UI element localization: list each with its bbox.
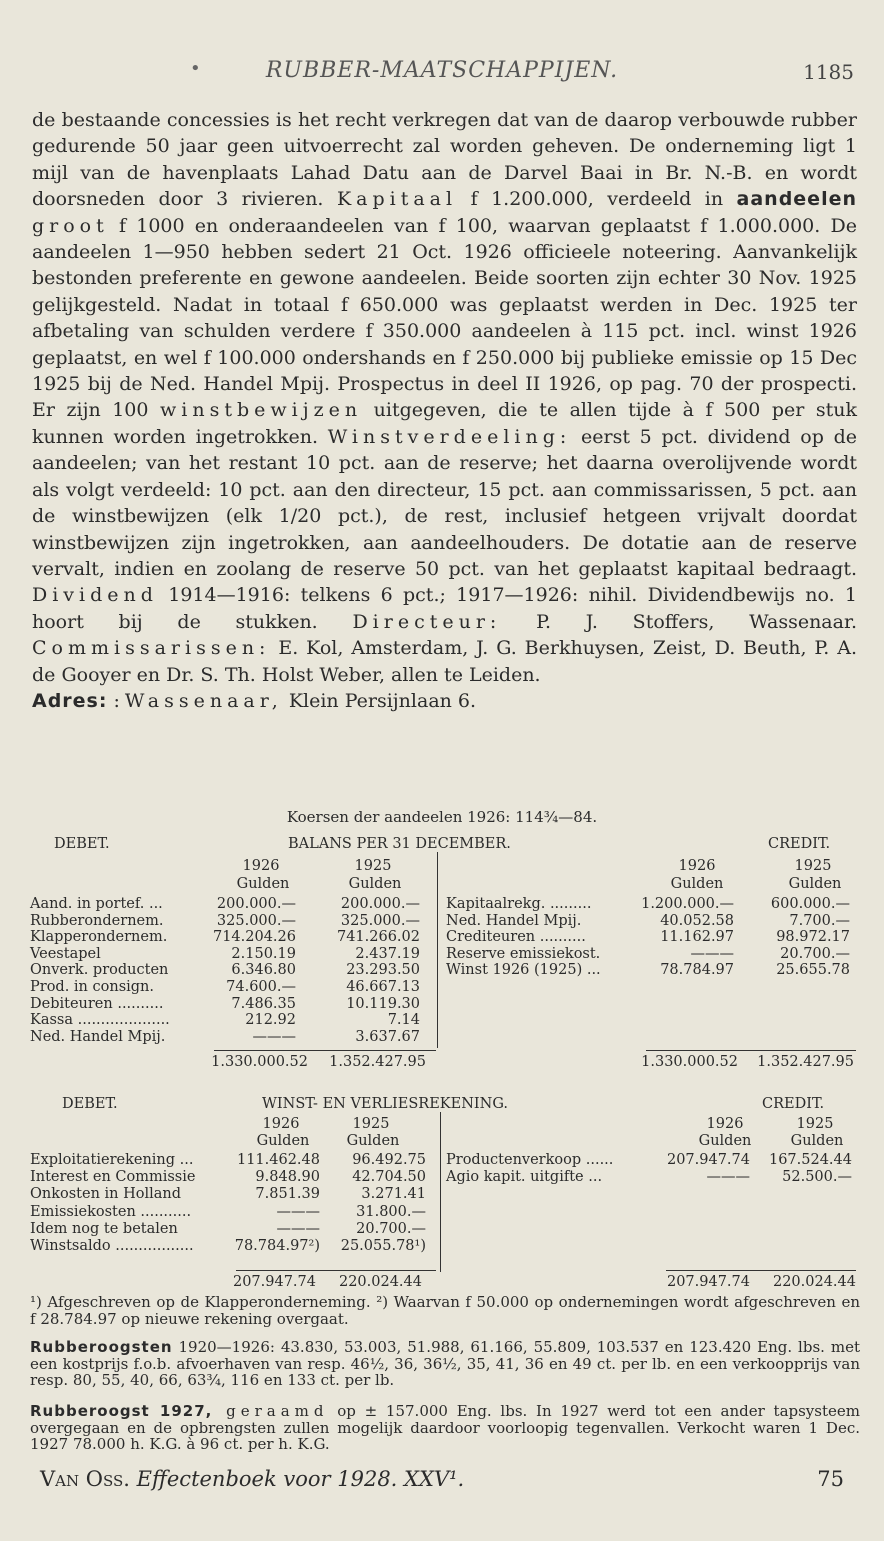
footer-book: Effectenboek voor 1928. (136, 1467, 398, 1491)
winstbewijzen-label: winstbewijzen (160, 399, 363, 422)
balans-debit-row-label: Veestapel (30, 945, 101, 962)
winst-debit-row-label: Exploitatierekening ... (30, 1152, 194, 1168)
balance-sheet (0, 836, 884, 1086)
profit-loss-account (0, 1096, 884, 1296)
balans-credit-row-v1: 11.162.97 (660, 929, 734, 946)
winstverdeeling-label: Winstverdeeling: (327, 425, 572, 448)
winst-debit-row-label: Onkosten in Holland (30, 1186, 182, 1203)
balans-debit-row-label: Aand. in portef. ... (30, 896, 163, 912)
balans-credit-row-v2: 600.000.— (770, 896, 850, 912)
winst-debit-row-v2: 20.700.— (356, 1220, 426, 1237)
winst-debit-row-v1: 9.848.90 (255, 1169, 320, 1186)
rubberoogst-1927-label: Rubberoogst 1927, (30, 1401, 213, 1420)
company-paragraph: de bestaande concessies is het recht verkregen dat van de daarop verbouwde rubber gedurende 50 jaar geen uitvoerrecht zal worden geheven. De onderneming ligt 1 mijl van de havenplaats Lahad Datu aan de Darvel Baai in Br. N.-B. en wordt doorsneden door 3 rivieren. Kapitaal f 1.200.000, verdeeld in aandeelen groot f 1000 en onderaandeelen van f 100, waarvan geplaatst f 1.000.000. De aandeelen 1—950 hebben sedert 21 Oct. 1926 officieele noteering. Aanvankelijk bestonden preferente en gewone aandeelen. Beide soorten zijn echter 30 Nov. 1925 gelijkgesteld. Nadat in totaal f 650.000 was geplaatst werden in Dec. 1925 ter afbetaling van schulden verdere f 350.000 aandeelen à 115 pct. incl. winst 1926 geplaatst, en wel f 100.000 ondershands en f 250.000 bij publieke emissie op 15 Dec 1925 bij de Ned. Handel Mpij. Prospectus in deel II 1926, op pag. 70 der prospecti. Er zijn 100 winstbewijzen uitgegeven, die te allen tijde à f 500 per stuk kunnen worden ingetrokken. Winstverdeeling: eerst 5 pct. dividend op de aandeelen; van het restant 10 pct. aan de reserve; het daarna overolijvende wordt als volgt verdeeld: 10 pct. aan den directeur, 15 pct. aan commissarissen, 5 pct. aan de winstbewijzen (elk 1/20 pct.), de rest, inclusief hetgeen vrijvalt doordat winstbewijzen zijn ingetrokken, aan aandeelhouders. De dotatie aan de reserve vervalt, indien en zoolang de reserve 50 pct. van het geplaatst kapitaal bedraagt. Dividend 1914—1916: telkens 6 pct.; 1917—1926: nihil. Dividendbewijs no. 1 hoort bij de stukken. Directeur: P. J. Stoffers, Wassenaar. Commissarissen: E. Kol, Amsterdam, J. G. Berkhuysen, Zeist, D. Beuth, P. A. de Gooyer en Dr. S. Th. Holst Weber, allen te Leiden. (32, 109, 857, 686)
adres-street: Klein Persijnlaan 6. (282, 689, 477, 712)
winst-total-left-1926: 207.947.74 (232, 1274, 316, 1290)
winst-debit-row-v2: 25.055.78¹) (340, 1238, 426, 1254)
balans-debit-row-v2: 2.437.19 (355, 945, 420, 962)
winst-credit-row-label: Productenverkoop ...... (446, 1152, 614, 1168)
balans-total-right-1926: 1.330.000.52 (641, 1054, 738, 1070)
winst-credit-row-v1: ——— (706, 1169, 750, 1186)
balans-unit-left-2: Gulden (348, 876, 402, 892)
balans-debit-row-v2: 200.000.— (340, 896, 420, 912)
winst-total-rule-right (666, 1270, 856, 1271)
commissarissen-label: Commissarissen: (32, 637, 271, 660)
winst-credit-row-v1: 207.947.74 (666, 1152, 750, 1168)
winst-debit-row-v2: 42.704.50 (352, 1169, 426, 1186)
winst-unit-right-2: Gulden (790, 1133, 844, 1149)
winst-debit-row-v1: ——— (276, 1203, 320, 1220)
balans-debit-row-label: Klapperondernem. (30, 929, 168, 946)
winst-year-1925-left: 1925 (352, 1116, 390, 1132)
balans-credit-row-v2: 25.655.78 (776, 962, 850, 979)
groot-label: groot (32, 214, 109, 237)
balans-debit-row-v1: 6.346.80 (231, 962, 296, 979)
balans-credit-row-label: Reserve emissiekost. (446, 945, 601, 962)
balans-credit-row-v1: 78.784.97 (660, 962, 734, 979)
winst-total-rule-left (236, 1270, 436, 1271)
balans-debit-row-label: Prod. in consign. (30, 979, 155, 995)
winst-total-right-1925: 220.024.44 (772, 1274, 856, 1290)
winst-unit-left-1: Gulden (256, 1133, 310, 1149)
balans-debit-row-v2: 3.637.67 (355, 1028, 420, 1045)
page-footer (40, 1467, 844, 1491)
balans-credit-row-v2: 20.700.— (780, 945, 850, 962)
balans-debit-row-v1: 714.204.26 (212, 929, 296, 946)
balans-debit-row-v2: 7.14 (387, 1012, 420, 1029)
winst-credit-row-v2: 52.500.— (782, 1169, 852, 1186)
balans-debet-heading: DEBET. (54, 836, 110, 852)
winst-credit-row-v2: 167.524.44 (768, 1152, 852, 1168)
running-header (0, 58, 884, 88)
winst-debit-row-label: Winstsaldo ................. (30, 1238, 194, 1254)
balans-total-right-1925: 1.352.427.95 (757, 1054, 854, 1070)
winst-debit-row-v1: 111.462.48 (236, 1152, 320, 1168)
winst-unit-right-1: Gulden (698, 1133, 752, 1149)
balans-debit-row-v1: 325.000.— (216, 912, 296, 929)
adres-city: :Wassenaar, (113, 689, 283, 712)
balans-year-1925-left: 1925 (354, 858, 392, 874)
footnotes: ¹) Afgeschreven op de Klapperonderneming. ²) Waarvan f 50.000 op ondernemingen wordt afgeschreven en f 28.784.97 op nieuwe rekening overgaat. (30, 1293, 860, 1328)
balans-debit-row-label: Onverk. producten (30, 962, 169, 979)
notes-section (30, 1294, 860, 1453)
balans-credit-row-v1: 1.200.000.— (641, 896, 734, 912)
balans-credit-row-label: Crediteuren .......... (446, 929, 586, 946)
balans-total-left-1926: 1.330.000.52 (211, 1054, 308, 1070)
winst-debit-row-label: Emissiekosten ........... (30, 1203, 192, 1220)
page-number: 1185 (803, 60, 854, 84)
balans-credit-row-label: Ned. Handel Mpij. (446, 912, 582, 929)
balans-credit-row-v2: 98.972.17 (776, 929, 850, 946)
balans-debit-row-v1: 200.000.— (216, 896, 296, 912)
address-line (32, 688, 857, 714)
balans-credit-row-v2: 7.700.— (789, 912, 850, 929)
balans-year-1926-left: 1926 (242, 858, 280, 874)
balans-debit-row-v2: 741.266.02 (336, 929, 420, 946)
balans-debit-row-label: Kassa .................... (30, 1012, 170, 1029)
balans-total-rule-right (646, 1050, 856, 1051)
balans-debit-row-v1: 7.486.35 (231, 995, 296, 1012)
balans-credit-heading: CREDIT. (768, 836, 831, 852)
aandeelen-label: aandeelen (736, 188, 857, 211)
balans-debit-row-v1: 2.150.19 (231, 945, 296, 962)
balans-debit-row-label: Ned. Handel Mpij. (30, 1028, 166, 1045)
winst-credit-heading: CREDIT. (762, 1096, 825, 1112)
balans-total-left-1925: 1.352.427.95 (329, 1054, 426, 1070)
winst-year-1925-right: 1925 (796, 1116, 834, 1132)
winst-total-right-1926: 207.947.74 (666, 1274, 750, 1290)
winst-debit-row-v1: 78.784.97²) (234, 1238, 320, 1254)
balans-year-1926-right: 1926 (678, 858, 716, 874)
balans-unit-right-1: Gulden (670, 876, 724, 892)
winst-credit-row-label: Agio kapit. uitgifte ... (446, 1169, 603, 1186)
footer-volume: XXV¹. (404, 1467, 465, 1491)
balans-debit-row-v2: 46.667.13 (346, 979, 420, 995)
balans-divider (437, 852, 438, 1048)
winst-year-1926-right: 1926 (706, 1116, 744, 1132)
winst-total-left-1925: 220.024.44 (338, 1274, 422, 1290)
rubberoogsten-label: Rubberoogsten (30, 1338, 173, 1357)
winst-debit-row-label: Idem nog te betalen (30, 1220, 178, 1237)
balans-debit-row-label: Rubberondernem. (30, 912, 164, 929)
geraamd-label: geraamd (212, 1401, 329, 1420)
kapitaal-label: Kapitaal (336, 188, 458, 211)
header-title: RUBBER-MAATSCHAPPIJEN. (265, 58, 619, 83)
rubber-1927-note: Rubberoogst 1927, geraamd op ± 157.000 Eng. lbs. In 1927 werd tot een ander tapsysteem overgegaan en de opbrengsten zullen mogelijk daardoor voorloopig tegenvallen. Verkocht waren 1 Dec. 1927 78.000 h. K.G. à 96 ct. per h. K.G. (30, 1401, 860, 1454)
footer-page-number: 75 (817, 1467, 844, 1491)
balans-credit-row-label: Kapitaalrekg. ......... (446, 896, 592, 912)
balans-year-1925-right: 1925 (794, 858, 832, 874)
balans-debit-row-v2: 23.293.50 (346, 962, 420, 979)
winst-year-1926-left: 1926 (262, 1116, 300, 1132)
balans-credit-row-v1: ——— (690, 945, 734, 962)
balans-debit-row-v2: 325.000.— (340, 912, 420, 929)
balans-debit-row-v1: ——— (252, 1028, 296, 1045)
balans-credit-row-label: Winst 1926 (1925) ... (446, 962, 601, 979)
winst-debit-row-v2: 96.492.75 (352, 1152, 426, 1168)
header-mark: • (190, 58, 201, 79)
winst-debit-row-v1: 7.851.39 (255, 1186, 320, 1203)
main-text (32, 107, 857, 714)
balans-debit-row-v1: 212.92 (245, 1012, 296, 1029)
directeur-label: Directeur: (352, 610, 502, 633)
balans-credit-row-v1: 40.052.58 (660, 912, 734, 929)
rubber-harvest-note: Rubberoogsten 1920—1926: 43.830, 53.003, 51.988, 61.166, 55.809, 103.537 en 123.420 Eng. lbs. met een kostprijs f.o.b. afvoerhaven van resp. 46½, 36, 36½, 35, 41, 36 en 49 ct. per lb. en een verkoopprijs van resp. 80, 55, 40, 66, 63¾, 116 en 133 ct. per lb. (30, 1338, 860, 1390)
winst-title: WINST- EN VERLIESREKENING. (262, 1096, 508, 1112)
winst-debit-row-v1: ——— (276, 1220, 320, 1237)
balans-total-rule-left (214, 1050, 436, 1051)
footer-publisher: Van Oss. (40, 1467, 130, 1491)
adres-label: Adres: (32, 689, 108, 712)
winst-debit-row-v2: 31.800.— (356, 1203, 426, 1220)
winst-divider (440, 1112, 441, 1272)
koersen-line: Koersen der aandeelen 1926: 114¾—84. (286, 808, 598, 826)
balans-unit-left-1: Gulden (236, 876, 290, 892)
balans-title: BALANS PER 31 DECEMBER. (288, 836, 511, 852)
dividend-label: Dividend (32, 584, 158, 607)
balans-debit-row-label: Debiteuren .......... (30, 995, 164, 1012)
winst-debit-row-label: Interest en Commissie (30, 1169, 196, 1186)
balans-debit-row-v2: 10.119.30 (346, 995, 420, 1012)
winst-debet-heading: DEBET. (62, 1096, 118, 1112)
balans-debit-row-v1: 74.600.— (226, 979, 296, 995)
winst-unit-left-2: Gulden (346, 1133, 400, 1149)
winst-debit-row-v2: 3.271.41 (361, 1186, 426, 1203)
balans-unit-right-2: Gulden (788, 876, 842, 892)
